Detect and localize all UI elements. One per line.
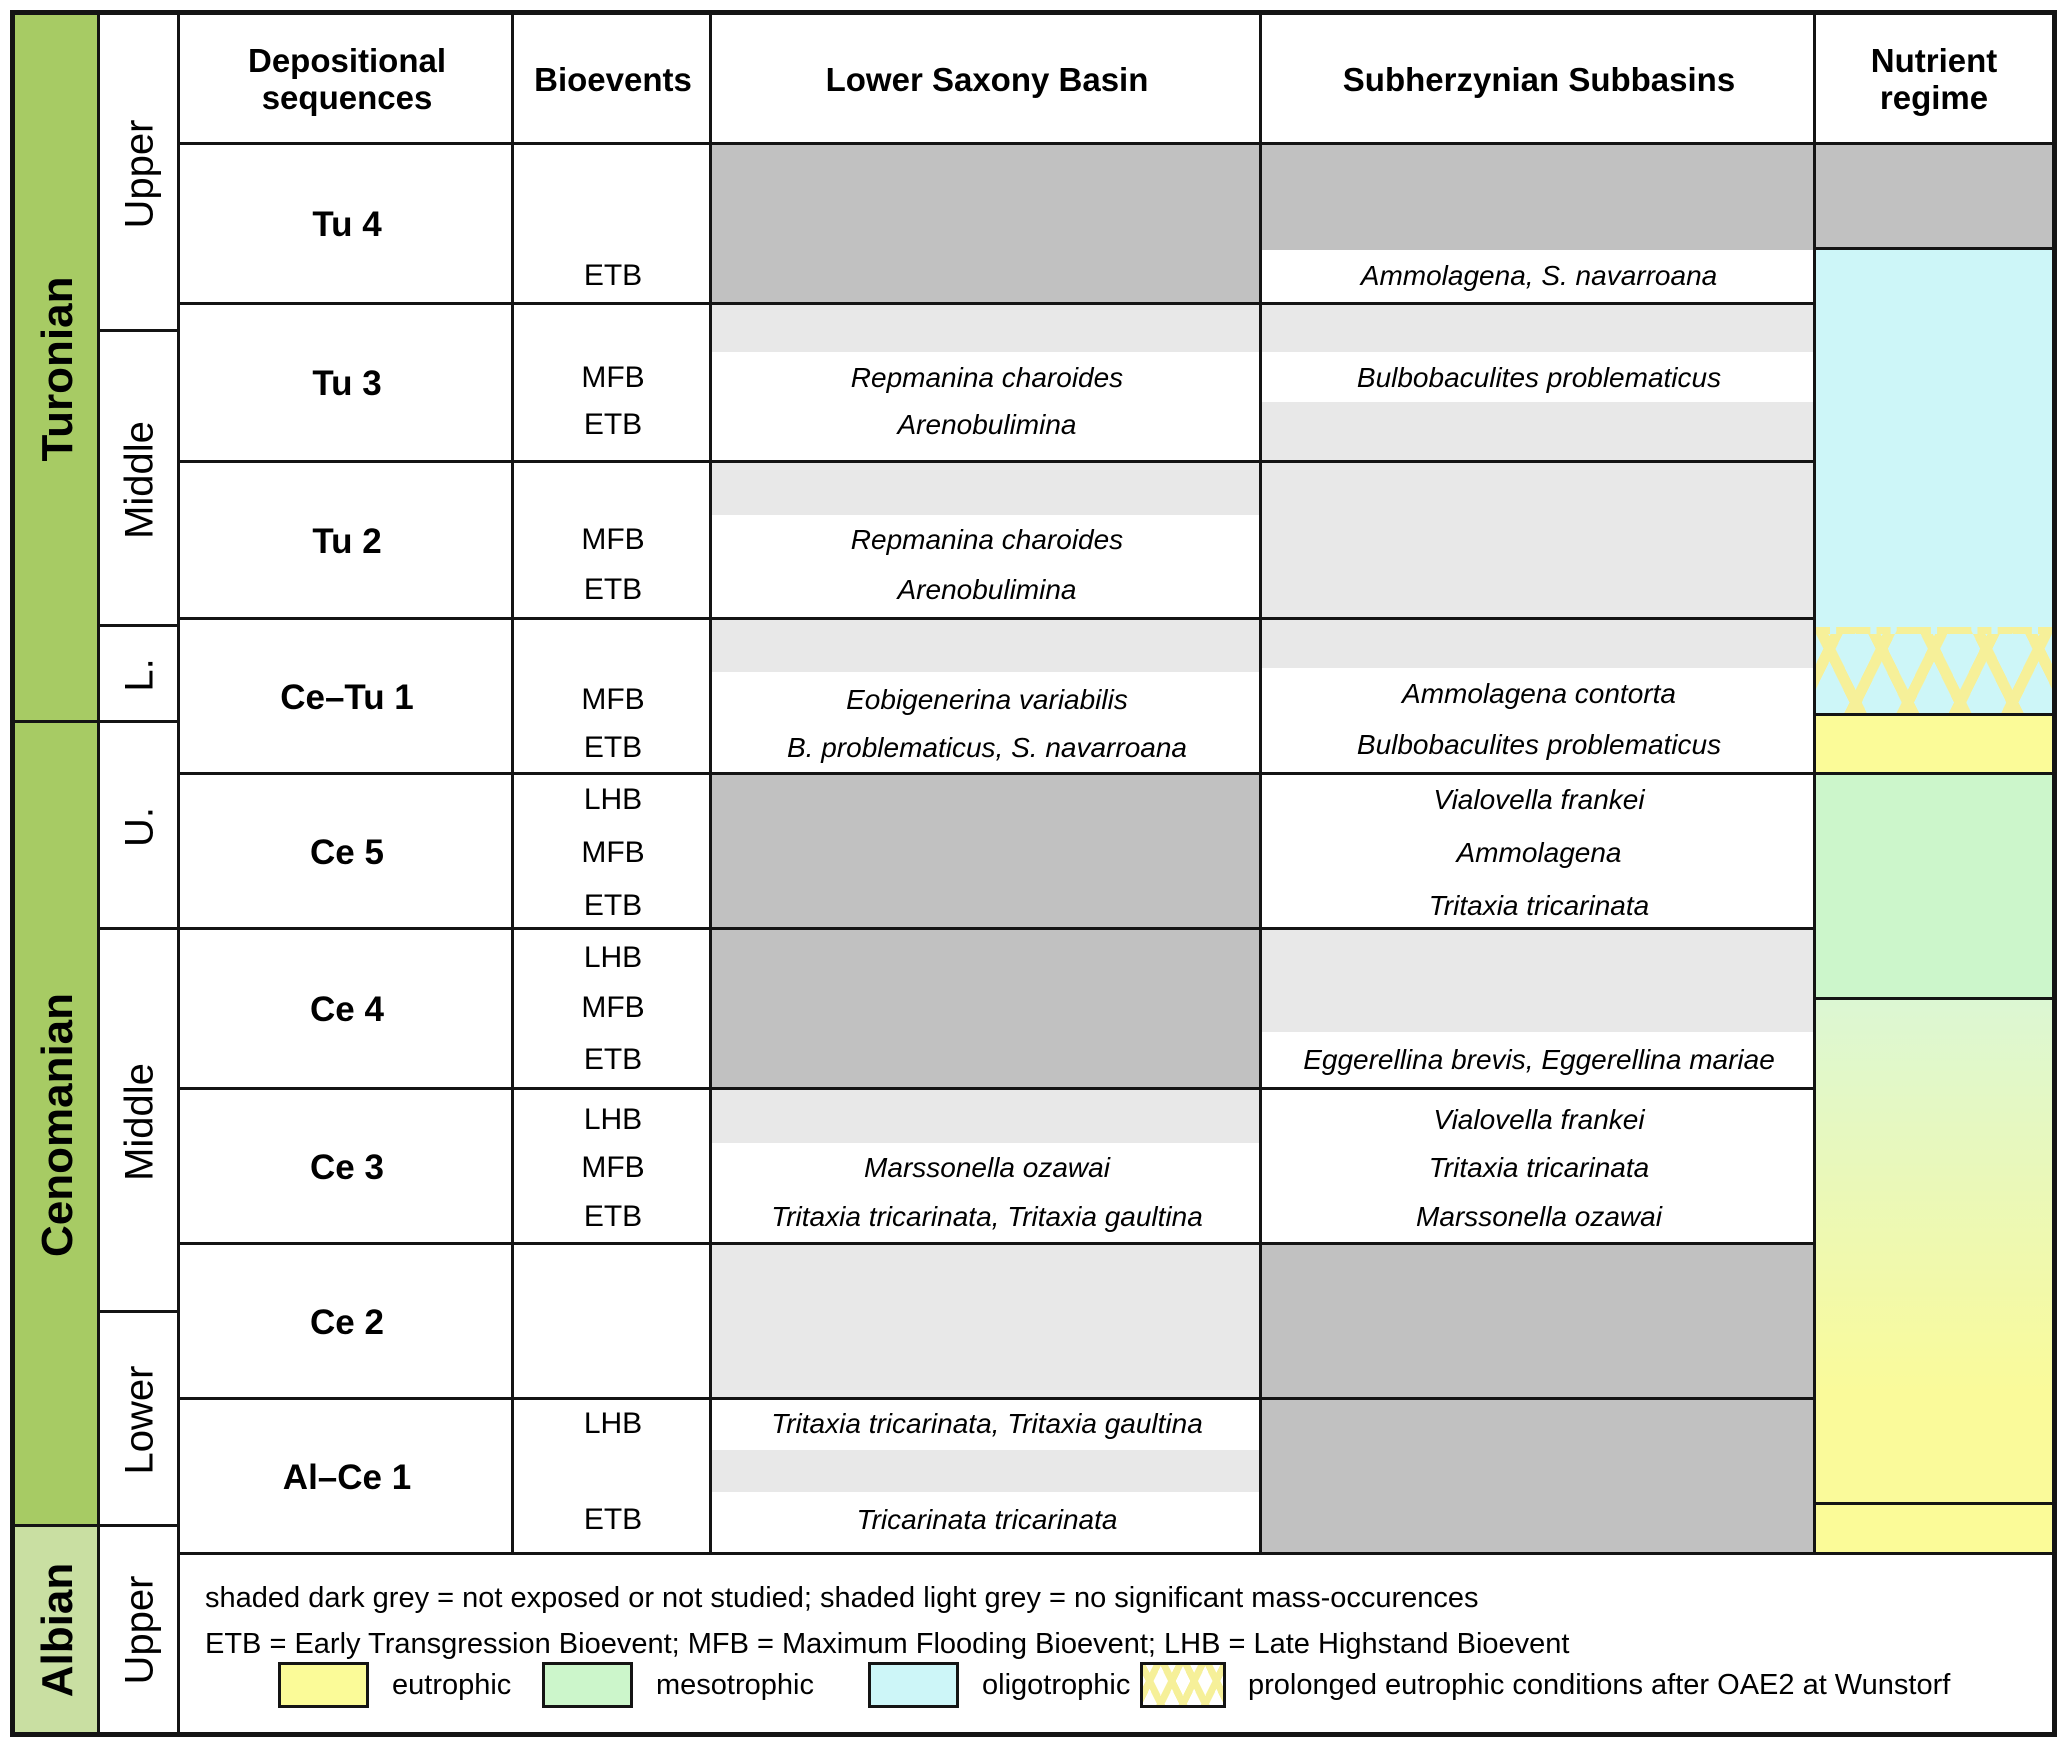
sequence-cell-ce2 <box>177 1242 517 1403</box>
stage-cell-cenomanian <box>12 720 103 1530</box>
sequence-cell-cetu1 <box>177 617 517 778</box>
header-label: Depositional sequences <box>247 42 447 116</box>
substage-label: Lower <box>117 1365 162 1475</box>
sequence-label: Tu 2 <box>312 521 382 561</box>
species-label: Arenobulimina <box>897 574 1077 605</box>
species-label: Arenobulimina <box>897 409 1077 440</box>
bioevent-label: LHB <box>583 1103 643 1136</box>
substage-cell-lower-turonian <box>97 624 183 726</box>
substage-label: Upper <box>117 1575 162 1684</box>
bioevent-label: ETB <box>583 573 643 606</box>
lsb-cell-tu2 <box>709 460 1265 623</box>
species-label: Tricarinata tricarinata <box>856 1504 1118 1535</box>
species-label: Eggerellina brevis, Eggerellina mariae <box>1303 1044 1775 1075</box>
substage-cell-upper-cenomanian <box>97 720 183 933</box>
legend-swatch-oligotrophic <box>868 1662 959 1708</box>
bioevents-cell-tu3 <box>511 302 715 466</box>
legend-swatch-eutrophic <box>278 1662 369 1708</box>
subbasin-cell-tu4 <box>1259 142 1819 308</box>
header-label: Subherzynian Subbasins <box>1342 60 1736 98</box>
lsb-cell-ce2-no-mass-occurrence <box>709 1242 1265 1403</box>
sequence-cell-alce1 <box>177 1397 517 1558</box>
lsb-cell-alce1 <box>709 1397 1265 1558</box>
sequence-label: Ce–Tu 1 <box>280 677 414 717</box>
bioevent-label: ETB <box>583 1503 643 1536</box>
lsb-cell-ce3 <box>709 1087 1265 1248</box>
substage-label: L. <box>117 658 162 692</box>
species-label: Tritaxia tricarinata <box>1428 1152 1650 1183</box>
species-label: Bulbobaculites problematicus <box>1356 729 1722 760</box>
legend-label-mesotrophic: mesotrophic <box>656 1669 814 1701</box>
header-depositional-sequences <box>177 12 517 148</box>
sequence-label: Al–Ce 1 <box>282 1457 412 1497</box>
bioevent-label: MFB <box>581 683 645 716</box>
header-subherzynian-subbasins <box>1259 12 1819 148</box>
bioevent-label: ETB <box>583 259 643 292</box>
legend-note-bioevents: ETB = Early Transgression Bioevent; MFB = Maximum Flooding Bioevent; LHB = Late Highstand Bioevent <box>205 1628 1570 1660</box>
bioevents-cell-alce1 <box>511 1397 715 1558</box>
nutrient-segment-eutrophic <box>1813 713 2055 778</box>
bioevent-label: LHB <box>583 1407 643 1440</box>
subbasin-cell-cetu1 <box>1259 617 1819 778</box>
header-label: Lower Saxony Basin <box>825 60 1149 98</box>
legend-label-prolonged-eutrophic: prolonged eutrophic conditions after OAE2 at Wunstorf <box>1248 1669 1951 1701</box>
bioevents-cell-tu4 <box>511 142 715 308</box>
header-label: Bioevents <box>534 60 692 98</box>
species-label: Tritaxia tricarinata <box>1428 890 1650 921</box>
species-label: Tritaxia tricarinata, Tritaxia gaultina <box>771 1201 1203 1232</box>
stage-cell-albian <box>12 1524 103 1735</box>
subbasin-cell-ce5 <box>1259 772 1819 933</box>
subbasin-cell-alce1-not-exposed <box>1259 1397 1819 1558</box>
no-mass-occurrence-band <box>712 1450 1262 1492</box>
legend-swatch-prolonged-eutrophic <box>1140 1662 1226 1708</box>
no-mass-occurrence-band <box>712 305 1262 352</box>
stage-label-albian: Albian <box>32 1562 82 1697</box>
species-label: Ammolagena, S. navarroana <box>1360 260 1718 291</box>
substage-label: Middle <box>117 1062 162 1181</box>
subbasin-cell-ce3 <box>1259 1087 1819 1248</box>
substage-cell-middle-turonian <box>97 329 183 630</box>
lsb-cell-tu4-not-exposed <box>709 142 1265 308</box>
species-label: Ammolagena contorta <box>1402 678 1676 709</box>
subbasin-cell-ce2-not-exposed <box>1259 1242 1819 1403</box>
header-bioevents <box>511 12 715 148</box>
species-label: Eobigenerina variabilis <box>846 684 1128 715</box>
lsb-cell-tu3 <box>709 302 1265 466</box>
nutrient-segment-mesotrophic <box>1813 772 2055 1003</box>
no-mass-occurrence-band <box>1262 620 1816 668</box>
subbasin-cell-tu3 <box>1259 302 1819 466</box>
species-label: B. problematicus, S. navarroana <box>787 732 1187 763</box>
species-label: Vialovella frankei <box>1433 784 1645 815</box>
bioevent-label: ETB <box>583 408 643 441</box>
sequence-cell-tu3 <box>177 302 517 466</box>
sequence-label: Ce 3 <box>310 1147 384 1187</box>
bioevent-label: LHB <box>583 783 643 816</box>
substage-label: Upper <box>117 119 162 228</box>
bioevent-label: MFB <box>581 991 645 1024</box>
subbasin-cell-ce4 <box>1259 927 1819 1093</box>
bioevents-cell-ce4 <box>511 927 715 1093</box>
species-label: Marssonella ozawai <box>1416 1201 1662 1232</box>
header-nutrient-regime <box>1813 12 2055 148</box>
bioevents-cell-ce3 <box>511 1087 715 1248</box>
nutrient-segment-meso-to-eutrophic-gradient <box>1813 997 2055 1508</box>
nutrient-segment-oligotrophic <box>1813 247 2055 719</box>
stage-label-turonian: Turonian <box>32 276 82 462</box>
bioevents-cell-cetu1 <box>511 617 715 778</box>
bioevent-label: ETB <box>583 889 643 922</box>
bioevents-cell-ce2 <box>511 1242 715 1403</box>
sequence-cell-tu4 <box>177 142 517 308</box>
bioevent-label: LHB <box>583 941 643 974</box>
sequence-cell-ce5 <box>177 772 517 933</box>
sequence-label: Ce 4 <box>310 990 384 1029</box>
substage-label: U. <box>117 806 162 847</box>
sequence-cell-tu2 <box>177 460 517 623</box>
legend-label-eutrophic: eutrophic <box>392 1669 512 1701</box>
bioevents-cell-tu2 <box>511 460 715 623</box>
species-label: Repmanina charoides <box>850 524 1124 555</box>
species-label: Tritaxia tricarinata, Tritaxia gaultina <box>771 1408 1203 1439</box>
lsb-cell-cetu1 <box>709 617 1265 778</box>
substage-cell-upper-turonian <box>97 12 183 335</box>
no-mass-occurrence-band <box>712 620 1262 672</box>
stage-cell-turonian <box>12 12 103 726</box>
species-label: Ammolagena <box>1456 837 1622 868</box>
legend-label-oligotrophic: oligotrophic <box>982 1669 1131 1701</box>
sequence-cell-ce4 <box>177 927 517 1093</box>
legend-note-shading: shaded dark grey = not exposed or not studied; shaded light grey = no significant mass-occurences <box>205 1582 1479 1614</box>
sequence-label: Ce 2 <box>310 1302 384 1342</box>
sequence-cell-ce3 <box>177 1087 517 1248</box>
species-label: Vialovella frankei <box>1433 1104 1645 1135</box>
nutrient-segment-eutrophic-lower <box>1813 1502 2055 1558</box>
bioevent-label: ETB <box>583 1043 643 1076</box>
bioevent-label: MFB <box>581 523 645 556</box>
bioevent-label: MFB <box>581 1151 645 1184</box>
sequence-label: Tu 3 <box>312 364 382 403</box>
sequence-label: Tu 4 <box>312 205 382 244</box>
header-lower-saxony-basin <box>709 12 1265 148</box>
bioevents-cell-ce5 <box>511 772 715 933</box>
substage-label: Middle <box>117 420 162 539</box>
no-mass-occurrence-band <box>712 1090 1262 1143</box>
subbasin-cell-tu2-no-mass-occurrence <box>1259 460 1819 623</box>
substage-cell-middle-cenomanian <box>97 927 183 1316</box>
legend-swatch-mesotrophic <box>542 1662 633 1708</box>
substage-cell-lower-cenomanian <box>97 1310 183 1530</box>
species-label: Bulbobaculites problematicus <box>1356 362 1722 393</box>
not-exposed-band <box>1262 145 1816 250</box>
bioevent-label: MFB <box>581 836 645 869</box>
lsb-cell-ce5-not-exposed <box>709 772 1265 933</box>
nutrient-segment-prolonged-eutrophic-hatch <box>1816 627 2052 716</box>
lsb-cell-ce4-not-exposed <box>709 927 1265 1093</box>
no-mass-occurrence-band <box>712 463 1262 515</box>
bioevent-label: ETB <box>583 731 643 764</box>
stage-label-cenomanian: Cenomanian <box>32 992 82 1258</box>
substage-cell-upper-albian <box>97 1524 183 1735</box>
legend-box <box>177 1552 2055 1735</box>
species-label: Marssonella ozawai <box>864 1152 1110 1183</box>
header-label: Nutrient regime <box>1870 42 1998 116</box>
nutrient-segment-not-exposed <box>1813 142 2055 253</box>
sequence-label: Ce 5 <box>310 832 384 872</box>
bioevent-label: MFB <box>581 361 645 394</box>
bioevent-label: ETB <box>583 1200 643 1233</box>
species-label: Repmanina charoides <box>850 362 1124 393</box>
